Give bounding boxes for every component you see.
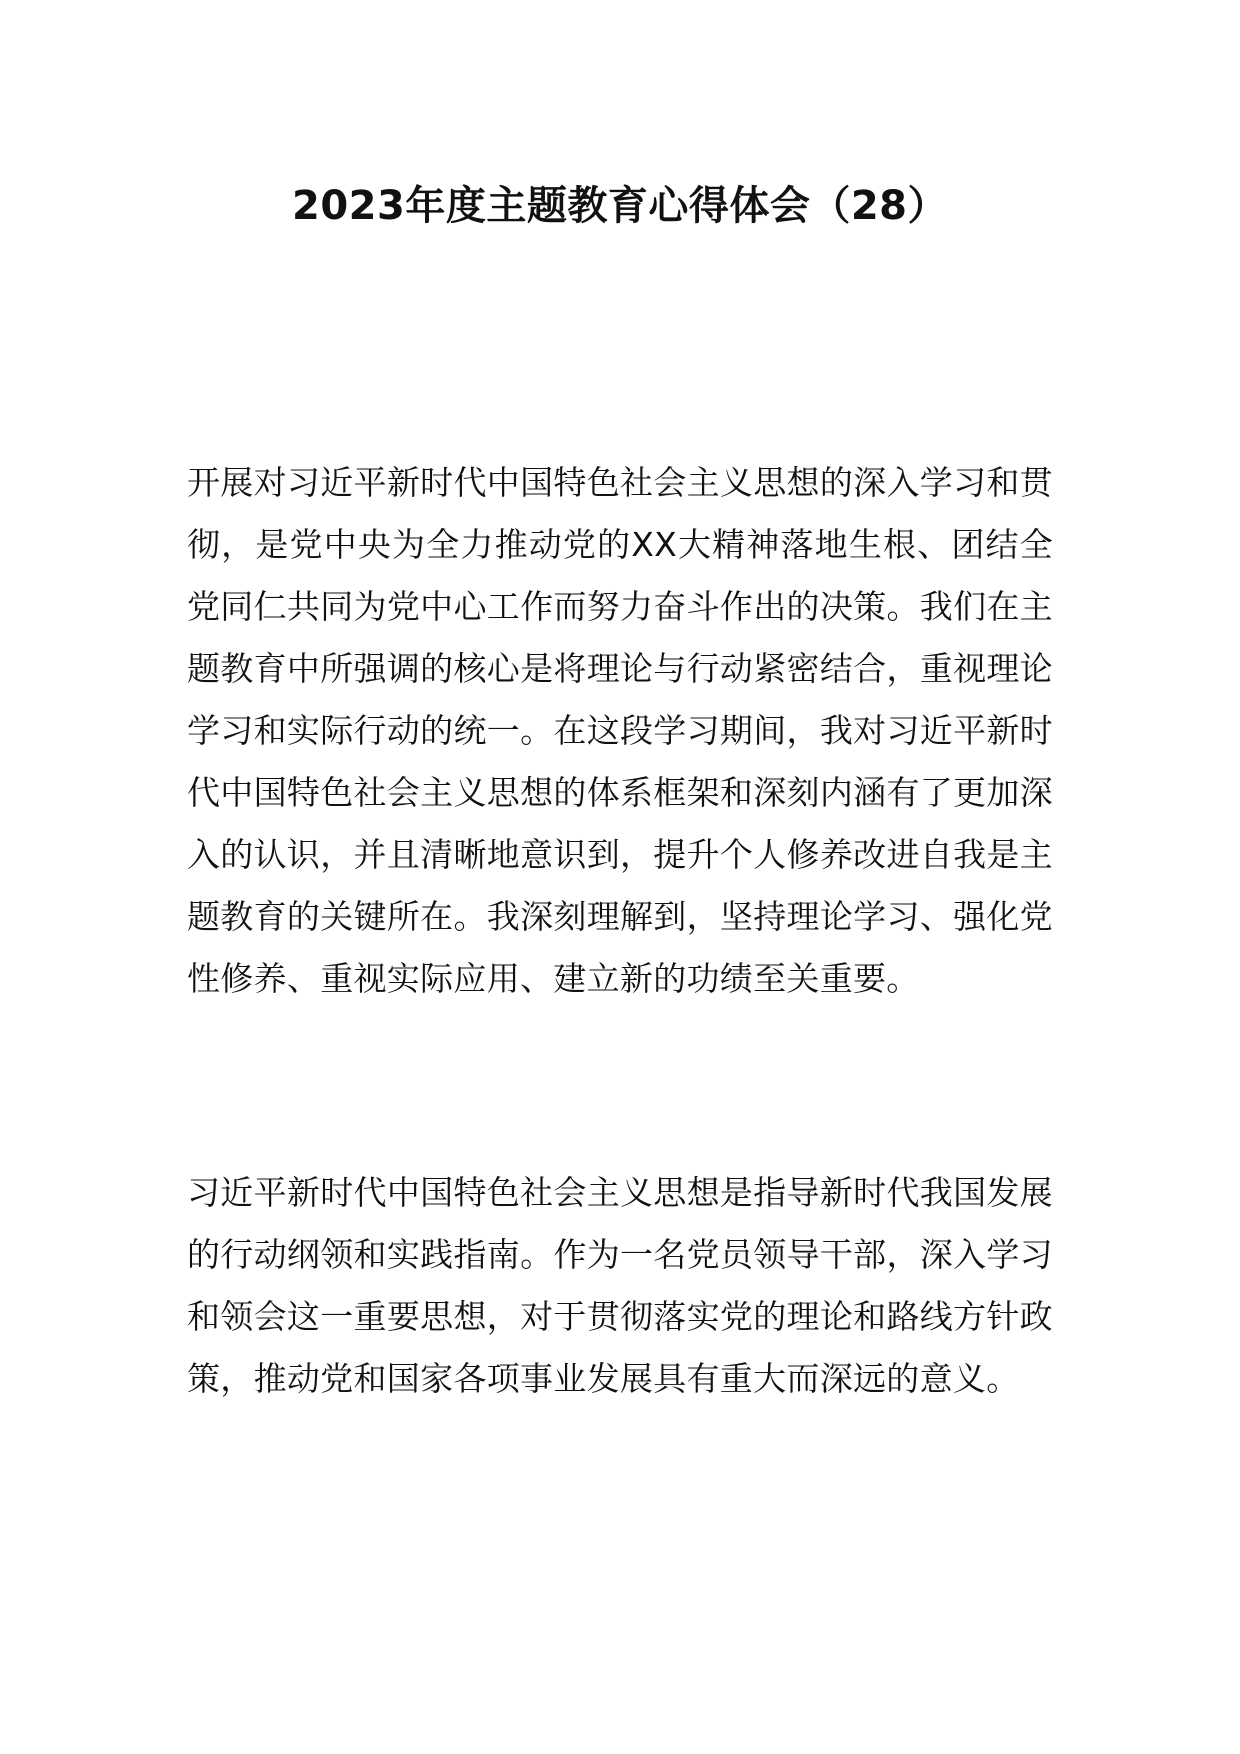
paragraph-1: 开展对习近平新时代中国特色社会主义思想的深入学习和贯彻，是党中央为全力推动党的XX大精神落地生根、团结全党同仁共同为党中心工作而努力奋斗作出的决策。我们在主题教育中所强调的核心是将理论与行动紧密结合，重视理论学习和实际行动的统一。在这段学习期间，我对习近平新时代中国特色社会主义思想的体系框架和深刻内涵有了更加深入的认识，并且清晰地意识到，提升个人修养改进自我是主题教育的关键所在。我深刻理解到，坚持理论学习、强化党性修养、重视实际应用、建立新的功绩至关重要。 xyxy=(187,463,1053,998)
paragraph-2: 习近平新时代中国特色社会主义思想是指导新时代我国发展的行动纲领和实践指南。作为一名党员领导干部，深入学习和领会这一重要思想，对于贯彻落实党的理论和路线方针政策，推动党和国家各项事业发展具有重大而深远的意义。 xyxy=(187,1173,1053,1398)
document-title: 2023年度主题教育心得体会（28） xyxy=(292,183,948,229)
